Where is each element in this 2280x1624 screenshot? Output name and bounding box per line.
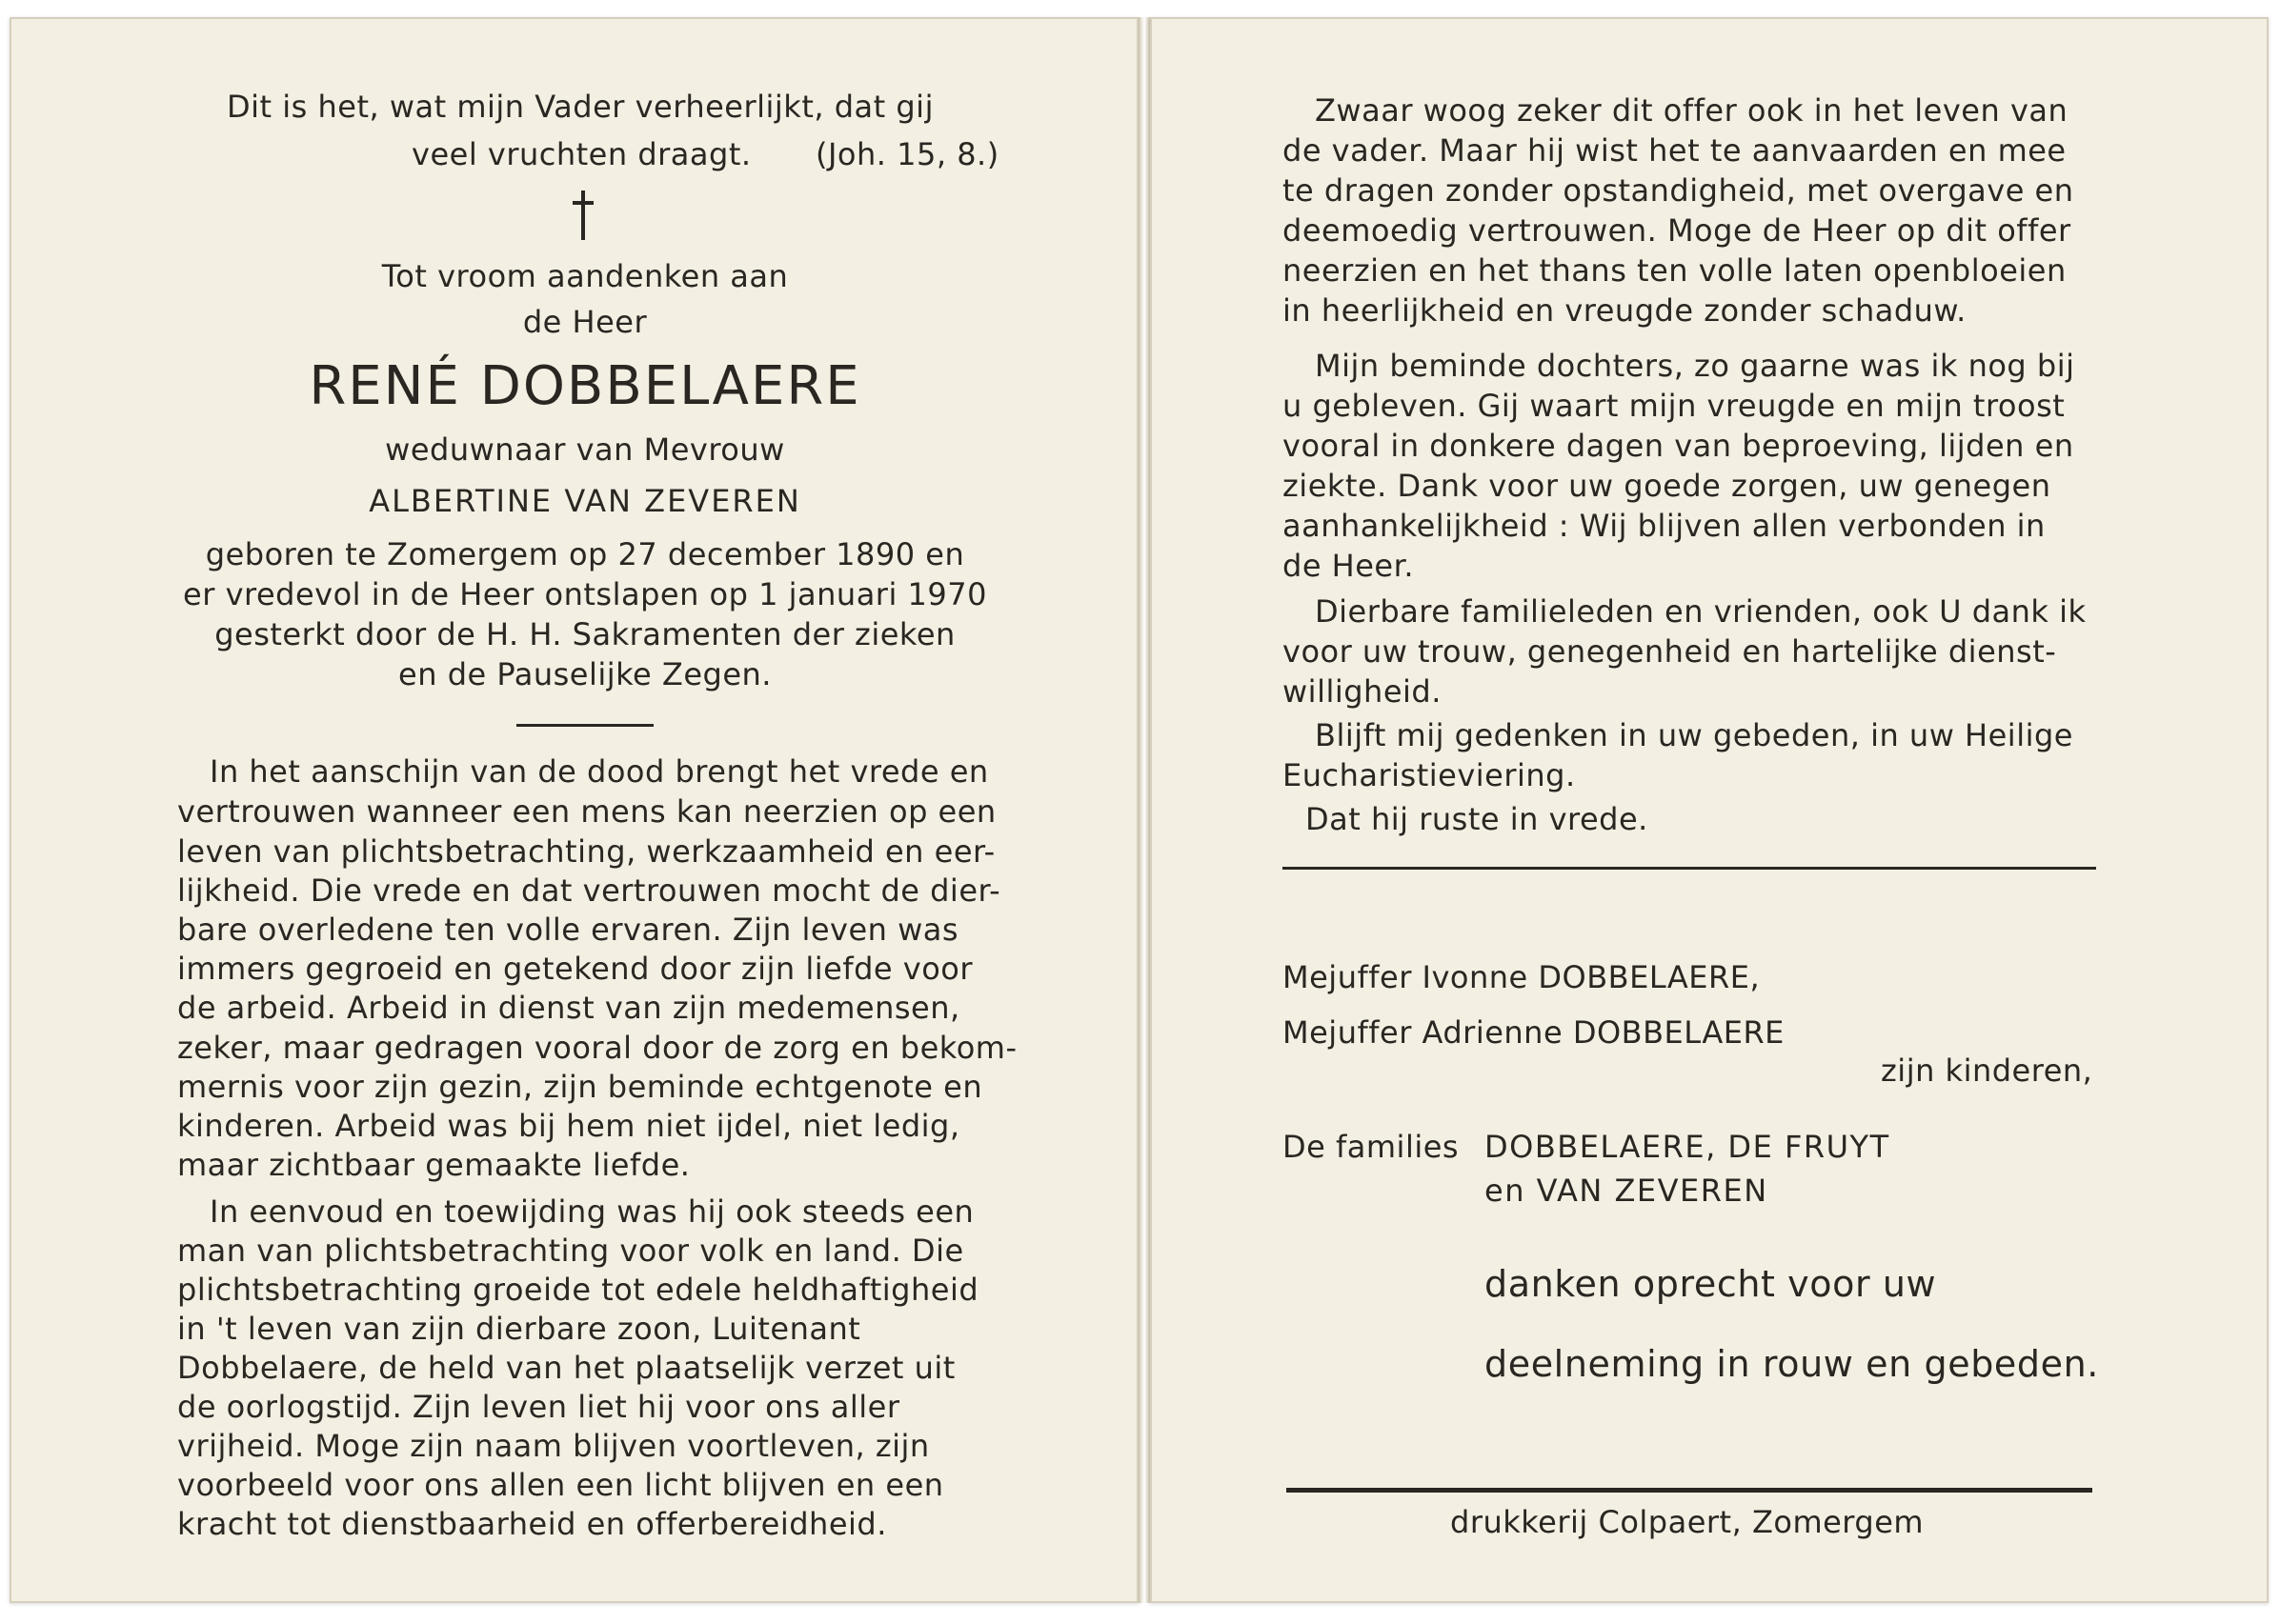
center-fold [1140, 17, 1149, 1603]
cross-icon [570, 189, 596, 242]
widower-line: weduwnaar van Mevrouw [385, 431, 785, 468]
paragraph-line: leven van plichtsbetrachting, werkzaamheid en eer- [177, 833, 996, 870]
paragraph-line: vrijheid. Moge zijn naam blijven voortleven, zijn [177, 1428, 930, 1464]
closing-line: Dat hij ruste in vrede. [1305, 801, 1648, 837]
bio-line: en de Pauselijke Zegen. [398, 656, 772, 692]
verse-line-2: veel vruchten draagt. [412, 136, 752, 172]
paragraph-line: man van plichtsbetrachting voor volk en land. Die [177, 1233, 964, 1269]
families-prefix: De families [1282, 1129, 1460, 1165]
bio-line: gesterkt door de H. H. Sakramenten der zieken [214, 616, 956, 652]
thanks-line-1: danken oprecht voor uw [1484, 1263, 1937, 1305]
paragraph-line: vertrouwen wanneer een mens kan neerzien op een [177, 793, 997, 830]
verse-line-1: Dit is het, wat mijn Vader verheerlijkt, dat gij [227, 89, 934, 125]
paragraph-line: voorbeeld voor ons allen een licht blijven en een [177, 1467, 944, 1503]
printer-credit: drukkerij Colpaert, Zomergem [1450, 1504, 1925, 1540]
paragraph-line: In eenvoud en toewijding was hij ook steeds een [210, 1193, 975, 1230]
paragraph-line: willigheid. [1282, 673, 1442, 710]
spouse-name: ALBERTINE VAN ZEVEREN [369, 483, 801, 519]
paragraph-line: de oorlogstijd. Zijn leven liet hij voor ons aller [177, 1389, 900, 1425]
paragraph-line: u gebleven. Gij waart mijn vreugde en mijn troost [1282, 388, 2066, 424]
child-2: Mejuffer Adrienne DOBBELAERE [1282, 1014, 1785, 1051]
verse-reference: (Joh. 15, 8.) [816, 136, 999, 172]
paragraph-line: zeker, maar gedragen vooral door de zorg en bekom- [177, 1030, 1018, 1066]
paragraph-line: Zwaar woog zeker dit offer ook in het leven van [1315, 92, 2068, 129]
divider [1282, 867, 2096, 870]
paragraph-line: neerzien en het thans ten volle laten openbloeien [1282, 252, 2067, 289]
bio-line: er vredevol in de Heer ontslapen op 1 januari 1970 [183, 576, 987, 612]
paragraph-line: mernis voor zijn gezin, zijn beminde echtgenote en [177, 1069, 983, 1105]
divider [516, 724, 654, 727]
families-names-2: en VAN ZEVEREN [1484, 1173, 1768, 1209]
families-names-1: DOBBELAERE, DE FRUYT [1484, 1129, 1890, 1165]
memoriam-line-2: de Heer [522, 304, 648, 340]
paragraph-line: bare overledene ten volle ervaren. Zijn leven was [177, 912, 959, 948]
paragraph-line: in heerlijkheid en vreugde zonder schaduw. [1282, 292, 1967, 329]
paragraph-line: voor uw trouw, genegenheid en hartelijke dienst- [1282, 633, 2057, 670]
paragraph-line: maar zichtbaar gemaakte liefde. [177, 1147, 691, 1183]
paragraph-line: deemoedig vertrouwen. Moge de Heer op dit offer [1282, 212, 2071, 249]
paragraph-line: ziekte. Dank voor uw goede zorgen, uw genegen [1282, 468, 2051, 504]
paragraph-line: lijkheid. Die vrede en dat vertrouwen mocht de dier- [177, 872, 1001, 909]
child-1: Mejuffer Ivonne DOBBELAERE, [1282, 959, 1761, 995]
paragraph-line: kinderen. Arbeid was bij hem niet ijdel, niet ledig, [177, 1108, 960, 1144]
paragraph-line: Dierbare familieleden en vrienden, ook U dank ik [1315, 593, 2087, 630]
paragraph-line: Blijft mij gedenken in uw gebeden, in uw Heilige [1315, 717, 2073, 753]
memoriam-line-1: Tot vroom aandenken aan [381, 258, 789, 294]
children-label: zijn kinderen, [1881, 1053, 2093, 1089]
paragraph-line: de vader. Maar hij wist het te aanvaarden en mee [1282, 132, 2067, 169]
paragraph-line: immers gegroeid en getekend door zijn liefde voor [177, 951, 974, 987]
bio-line: geboren te Zomergem op 27 december 1890 en [205, 536, 965, 572]
paragraph-line: vooral in donkere dagen van beproeving, lijden en [1282, 428, 2074, 464]
paragraph-line: de Heer. [1282, 548, 1414, 584]
paragraph-line: de arbeid. Arbeid in dienst van zijn medemensen, [177, 990, 960, 1026]
thanks-line-2: deelneming in rouw en gebeden. [1484, 1343, 2099, 1385]
paragraph-line: in 't leven van zijn dierbare zoon, Luitenant [177, 1311, 861, 1347]
divider-thick [1286, 1488, 2092, 1493]
deceased-name: RENÉ DOBBELAERE [309, 355, 861, 417]
paragraph-line: plichtsbetrachting groeide tot edele heldhaftigheid [177, 1272, 979, 1308]
paragraph-line: Mijn beminde dochters, zo gaarne was ik nog bij [1315, 348, 2075, 384]
paragraph-line: te dragen zonder opstandigheid, met overgave en [1282, 172, 2074, 209]
paragraph-line: In het aanschijn van de dood brengt het vrede en [210, 753, 989, 790]
paragraph-line: aanhankelijkheid : Wij blijven allen verbonden in [1282, 508, 2046, 544]
paragraph-line: Eucharistieviering. [1282, 757, 1576, 793]
paragraph-line: Dobbelaere, de held van het plaatselijk verzet uit [177, 1350, 956, 1386]
paragraph-line: kracht tot dienstbaarheid en offerbereidheid. [177, 1506, 887, 1542]
